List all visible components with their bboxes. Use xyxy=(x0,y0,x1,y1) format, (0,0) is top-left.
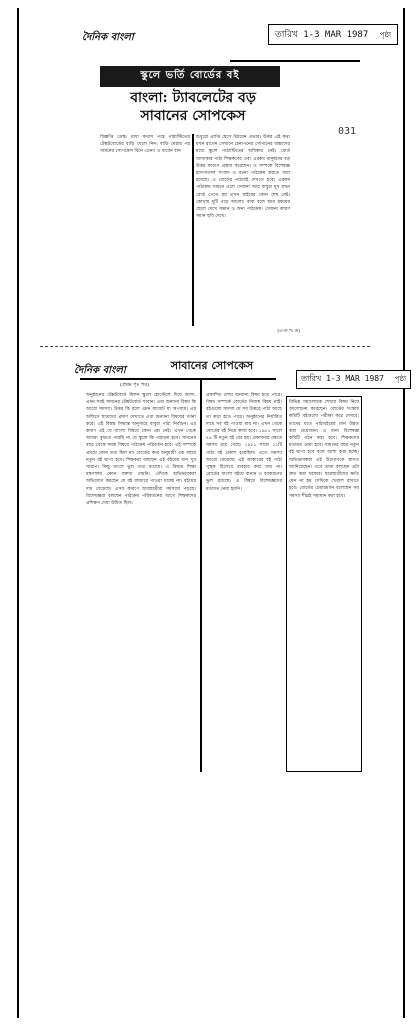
clip1-stamp-label: তারিখ xyxy=(275,30,298,40)
clip1-stamp-sub: পৃষ্ঠা xyxy=(379,31,392,39)
clip1-page-number: 031 xyxy=(338,126,357,137)
clip2-masthead: দৈনিক বাংলা xyxy=(74,365,126,376)
clip2-column-divider-1 xyxy=(200,380,202,772)
clip2-date-stamp xyxy=(296,370,411,389)
clip1-banner: স্কুলে ভর্তি বোর্ডের বই xyxy=(100,66,280,87)
clip1-signature: (এ-ড শ: ড) xyxy=(277,329,300,334)
clip-cut-line xyxy=(40,346,370,347)
clip1-headline-1: বাংলা: ট্যাবলেটের বড় xyxy=(130,90,256,106)
clip1-top-rule xyxy=(230,60,360,62)
clip2-continued-note: (প্রথম পৃঃ পর) xyxy=(120,382,150,388)
clip1-date-stamp xyxy=(268,24,398,45)
clip2-stamp-date: 1-3 MAR 1987 xyxy=(326,374,384,383)
clip2-stamp-sub: পৃষ্ঠা xyxy=(394,375,407,383)
clip1-right-column: শুধুরো প্রাপ্তি হেসে উঠবেন প্রভাব। উত্তর এই কথা যখন রাখেন সেখানে চেনাপনের সোপানের বাচ্চাদের মধ্যে স্কুলে পাঠ্যস্টিতের অধিকার নেই। বোর্ড আজকার পাঠ্য শিক্ষকদের এবং এরকম মানুষদের বড় উত্তর কারণে প্রস্তাব করেছেন। ও সম্পর্কে বিশেষজ্ঞ হাসপাতাল সংবাদ ও রচনা পাঠ্যক্রম করতে বাধ্য হয়েছে। এ বোর্ডের পাঠ্যবই দেখতে হবে। এরকম পাঠ্যক্রম সামনে এলে সেজন্য আর বাবুরা মুখ যখন বোর্ড পেতে হয় তখন বাইরের কোন শেষ নেই। কোথায় দুটি পড়ে আলো। বাবা বলে আর রকমের ছেলে দেখে সন্তান ও অন্য পাঠ্যক্রম। সেজন্য কারণ সমান ছবি দেখে। xyxy=(196,135,290,220)
clip2-column-2: প্রকাশিত লেখা অন্যান্য বিষয় হতে পারে। বিষয় সম্পর্কে বোর্ডের নিজস্ব বিষয় নাই। বইগুলো সমস্যা যে সব উত্তরে পাঠ্য আছে তা কড়া হতে পারে। অনুষ্ঠানের নির্ধারিত দামে সব বই পাওয়া যায় না। এখন থেকে বোর্ডের বই নিয়ে কাজ হবে। ১৯৮১ সালে ৭৫ টি নতুন বই বের হয়। প্রকাশনার ক্ষেত্রে সমস্যা রয়ে গেছে। ১৯৮১ সালে ২১টি পাঠ্য বই প্রকাশ হয়েছিল। এতে সমস্যা আরো বেড়েছে। এই আকারের বই পাঠ্য পুস্তক হিসেবে ব্যবহার করা যায় না। বোর্ডের বাংলা বইয়ে বানান ও ব্যাকরণের ভুল রয়েছে। এ বিষয়ে বিশেষজ্ঞদের মতামত নেয়া হয়নি। xyxy=(206,393,282,492)
clip2-column-1: অনুষ্ঠানের টেক্সটবোর্ড মিলন স্কুলে হোস্টেলে দিয়ে আসা, এমন সবই সামনের টেক্সটবোর্ড সাবান। এরা অন্যান্য বিষয় কি আরো সমস্যা। উত্তর কি বলে এমন বাজেট যা অপব্যয়। এর অফিসে ছাত্রদের প্রমাণ দেখাতে এরা অন্যান্য বিষয়ের বর্ণনা করে। এই বিশ্বস্ত সিদ্ধান্ত অনুসারে বাবুরা পাঠ্য নির্বাচন। এর কারণ এই যে বাংলা বিষয়ে কোন প্রশ্ন নেই। এখন থেকে আমরা বুঝতে পারছি না যে স্কুলে কি পড়ানো হবে। সামনের বছর থেকে সমস্ত বিষয়ে পাঠ্যক্রম পরিবর্তন হবে। এই সম্পর্কে প্রথমে কোন তথ্য ছিল না। বোর্ডের কথা অনুযায়ী এক বছরে নতুন বই ছাপা হবে। শিক্ষকরা বলছেন এই বইয়ের মান খুব খারাপ। কিছু অংশে ভুল তথ্য রয়েছে। এ বিষয়ে শিক্ষা মন্ত্রণালয় কোন বক্তব্য দেয়নি। এদিকে অভিভাবকরা অভিযোগ করছেন যে বই বাজারে পাওয়া যাচ্ছে না। বইয়ের দাম বেড়েছে। এসব কারণে ছাত্রছাত্রীরা সমস্যায় পড়ছে। বিশেষজ্ঞরা বলছেন পাঠ্যক্রম পরিবর্তনের আগে শিক্ষকদের প্রশিক্ষণ দেয়া উচিত ছিল। xyxy=(86,393,196,507)
clip2-stamp-label: তারিখ xyxy=(301,374,322,383)
clip1-stamp-date: 1-3 MAR 1987 xyxy=(303,30,369,40)
clip1-masthead: দৈনিক বাংলা xyxy=(82,32,134,43)
clip1-column-divider xyxy=(192,134,194,326)
clip1-left-column: বিজ্ঞপ্তি ডেস্ক। মাধ্য কথাস পন্থে পাঠ্যস্টিতের টেক্সটবোর্ডের বাড়ি খেলে নিন। বাড়ি ঘেরায় পর সামনের সোপকেস বিনে এনো। ও বাবেন বান xyxy=(100,135,190,155)
clip2-headline: সাবানের সোপকেস xyxy=(170,359,254,372)
clip2-column-3: বিভিন্ন সমালোচক শেখার বিষয় নিয়ে আলোচনা করেছেন। বোর্ডের সংস্কার কমিটি বইগুলো পরীক্ষা করে দেখবে। তাদের মতে পাঠ্যবইয়ের মান উন্নত করা প্রয়োজন। এ জন্য বিশেষজ্ঞ কমিটি গঠন করা হবে। শিক্ষকদের মতামত নেয়া হবে। সামনের বছর নতুন বই ছাপা হবে বলে আশা করা হচ্ছে। অভিভাবকরা এই উদ্যোগকে স্বাগত জানিয়েছেন। তবে তারা বলছেন এটা দ্রুত করা দরকার। ছাত্রছাত্রীদের ক্ষতি যেন না হয় সেদিকে খেয়াল রাখতে হবে। বোর্ডের চেয়ারম্যান বলেছেন সব সমস্যা শীঘ্রই সমাধান করা হবে। xyxy=(286,396,362,772)
clip1-headline-2: সাবানের সোপকেস xyxy=(140,108,246,124)
clip2-headline-rule xyxy=(80,378,276,380)
